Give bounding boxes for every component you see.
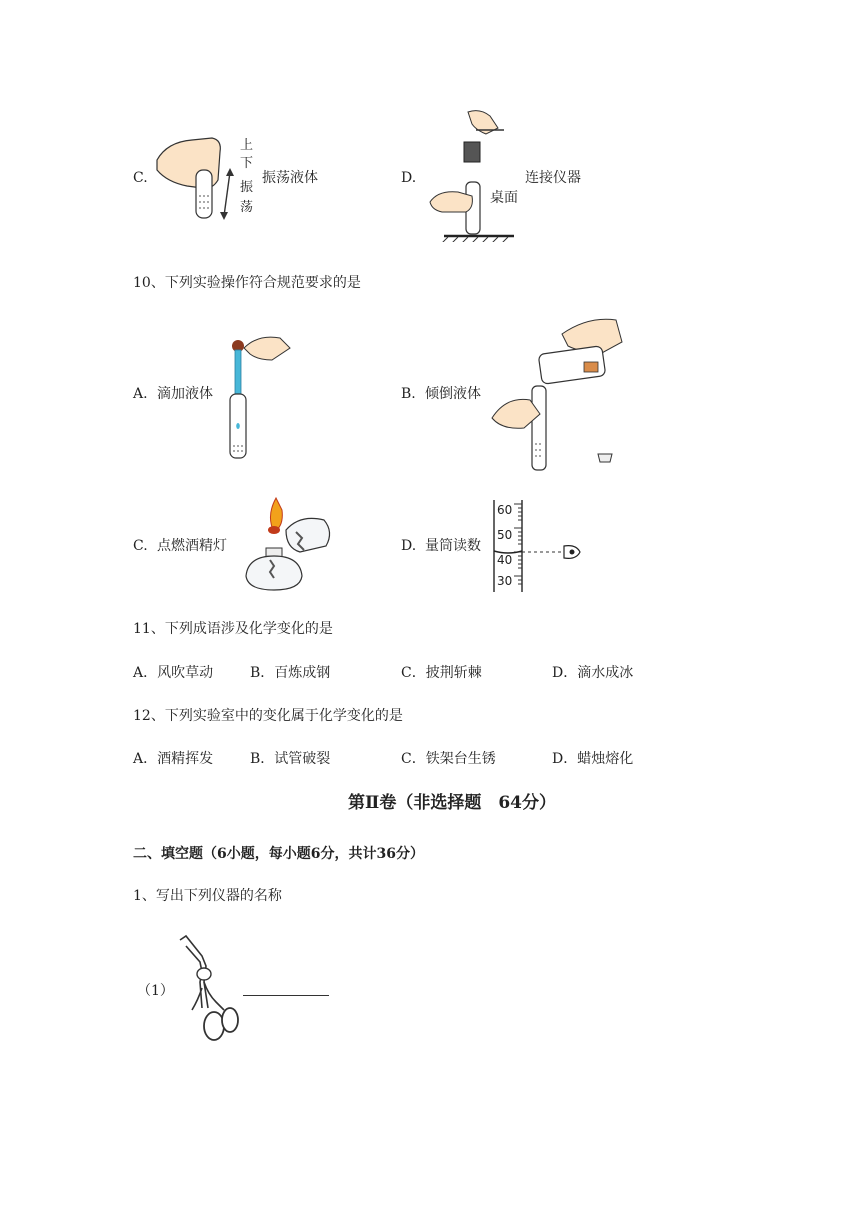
shake-label-dang: 荡 [240,200,254,215]
pour-liquid-figure [488,314,636,474]
shake-label-up: 上 [240,138,254,153]
q12-option-c: C．铁架台生锈 [401,751,496,767]
q10-option-b-text: 倾倒液体 [425,386,481,402]
cylinder-tick-60: 60 [497,503,513,517]
dropper-figure [222,330,294,462]
q9-option-c-text: 振荡液体 [262,170,318,186]
q11-option-a: A．风吹草动 [133,665,214,681]
q1-stem: 1、写出下列仪器的名称 [133,888,282,904]
q10-option-c-letter: C. [133,538,148,554]
crucible-tongs-figure [172,932,246,1046]
q10-option-d-letter: D. [401,538,417,554]
shake-label-down: 下 [240,156,254,171]
cylinder-tick-30: 30 [497,574,513,588]
q9-option-c-letter: C. [133,170,148,186]
cylinder-tick-50: 50 [497,528,513,542]
alcohol-lamp-figure [240,496,336,596]
connect-apparatus-figure [428,106,518,242]
q1-item-1-label: （1） [137,983,174,999]
q9-option-d-letter: D. [401,170,417,186]
q10-option-c-text: 点燃酒精灯 [157,538,227,554]
answer-blank[interactable] [243,995,329,996]
part2-title: 第Ⅱ卷（非选择题 64分） [348,793,556,813]
shake-label-zhen: 振 [240,180,254,195]
q12-option-d: D．蜡烛熔化 [552,751,634,767]
q12-option-b: B．试管破裂 [250,751,331,767]
q12-stem: 12、下列实验室中的变化属于化学变化的是 [133,708,403,724]
q10-stem: 10、下列实验操作符合规范要求的是 [133,275,361,291]
q10-option-a-letter: A. [133,386,148,402]
q10-option-b-letter: B. [401,386,416,402]
q12-option-a: A．酒精挥发 [133,751,214,767]
q10-option-d-text: 量筒读数 [425,538,481,554]
q11-stem: 11、下列成语涉及化学变化的是 [133,621,333,637]
desktop-label: 桌面 [490,190,518,206]
q9-option-d-text: 连接仪器 [525,170,581,186]
cylinder-tick-40: 40 [497,553,513,567]
q11-option-d: D．滴水成冰 [552,665,634,681]
section-heading: 二、填空题（6小题，每小题6分，共计36分） [133,846,424,862]
q11-option-c: C．披荆斩棘 [401,665,482,681]
q11-option-b: B．百炼成钢 [250,665,331,681]
q10-option-a-text: 滴加液体 [157,386,213,402]
